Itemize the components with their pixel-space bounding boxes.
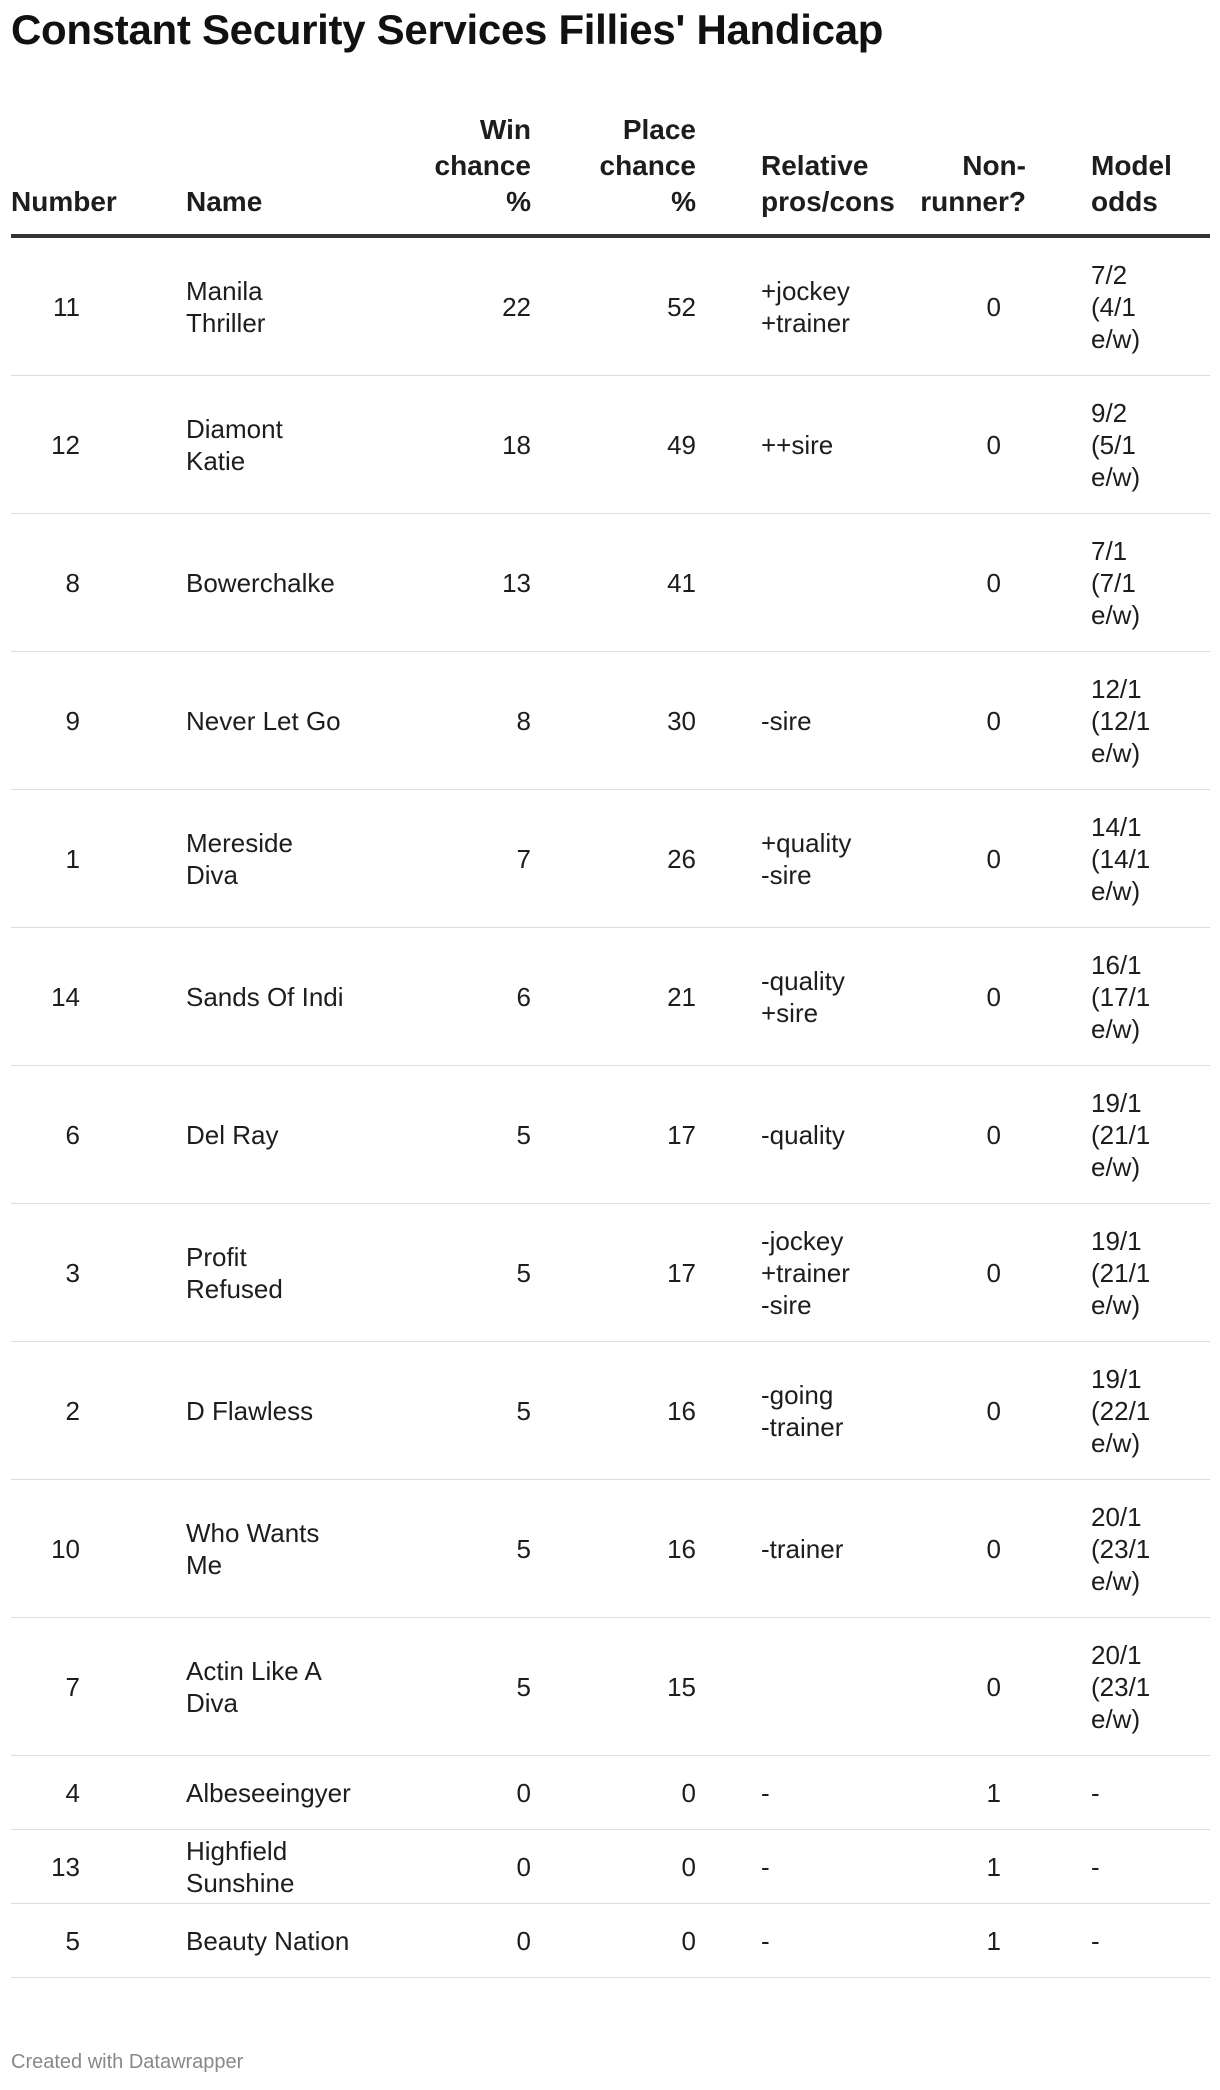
- cell-non-runner: 0: [871, 1480, 1026, 1618]
- cell-relative: [696, 790, 871, 928]
- cell-odds: [1026, 376, 1210, 514]
- cell-relative: [696, 1618, 871, 1756]
- cell-odds: [1026, 1904, 1210, 1978]
- cell-line: e/w): [1091, 1013, 1141, 1044]
- cell-line: (5/1: [1091, 429, 1136, 460]
- table-row: [11, 1904, 1210, 1978]
- cell-name: [186, 1830, 426, 1904]
- cell-relative: [696, 376, 871, 514]
- cell-name: [186, 928, 426, 1066]
- cell-line: (21/1: [1091, 1257, 1151, 1288]
- table-row: [11, 1480, 1210, 1618]
- cell-non-runner: 0: [871, 236, 1026, 376]
- cell-line: +trainer: [761, 307, 850, 338]
- cell-line: -sire: [761, 1289, 812, 1320]
- cell-non-runner: 0: [871, 514, 1026, 652]
- cell-line: e/w): [1091, 323, 1141, 354]
- cell-relative: [696, 1830, 871, 1904]
- cell-win: 0: [426, 1904, 531, 1978]
- cell-odds: [1026, 928, 1210, 1066]
- cell-line: D Flawless: [186, 1395, 314, 1426]
- cell-line: (7/1: [1091, 567, 1136, 598]
- cell-name: [186, 236, 426, 376]
- cell-line: -trainer: [761, 1533, 844, 1564]
- cell-relative: [696, 1204, 871, 1342]
- cell-line: Mereside: [186, 827, 293, 858]
- cell-place: 52: [531, 236, 696, 376]
- cell-place: 0: [531, 1904, 696, 1978]
- cell-relative: [696, 1342, 871, 1480]
- cell-line: +jockey: [761, 275, 850, 306]
- column-header-line: chance: [599, 150, 696, 181]
- column-header-non-runner: [871, 112, 1026, 236]
- cell-number: 2: [11, 1342, 186, 1480]
- cell-non-runner: 0: [871, 1618, 1026, 1756]
- column-header-line: Win: [479, 114, 531, 145]
- cell-name: [186, 514, 426, 652]
- cell-name: [186, 1756, 426, 1830]
- cell-number: 11: [11, 236, 186, 376]
- cell-name: [186, 790, 426, 928]
- cell-line: e/w): [1091, 1289, 1141, 1320]
- table-body: [11, 236, 1210, 1978]
- cell-line: Sunshine: [186, 1867, 295, 1898]
- cell-line: -: [1091, 1851, 1100, 1882]
- footer-credit: Created with Datawrapper: [11, 2051, 244, 2073]
- table-header: [11, 112, 1210, 236]
- cell-relative: [696, 1480, 871, 1618]
- table-row: [11, 1618, 1210, 1756]
- column-header-line: odds: [1091, 186, 1158, 217]
- cell-line: e/w): [1091, 1151, 1141, 1182]
- cell-win: 5: [426, 1480, 531, 1618]
- cell-relative: [696, 652, 871, 790]
- cell-place: 0: [531, 1830, 696, 1904]
- cell-relative: [696, 1066, 871, 1204]
- cell-line: -trainer: [761, 1411, 844, 1442]
- cell-line: Diva: [186, 859, 239, 890]
- cell-line: 9/2: [1091, 397, 1128, 428]
- column-header-number: [11, 112, 186, 236]
- cell-odds: [1026, 652, 1210, 790]
- cell-line: Who Wants: [186, 1517, 320, 1548]
- table-row: [11, 652, 1210, 790]
- cell-line: 7/2: [1091, 259, 1128, 290]
- cell-line: 19/1: [1091, 1363, 1142, 1394]
- cell-place: 26: [531, 790, 696, 928]
- cell-name: [186, 652, 426, 790]
- cell-win: 0: [426, 1756, 531, 1830]
- cell-line: e/w): [1091, 599, 1141, 630]
- cell-line: Profit: [186, 1241, 247, 1272]
- cell-name: [186, 1342, 426, 1480]
- cell-odds: [1026, 1066, 1210, 1204]
- cell-line: Thriller: [186, 307, 266, 338]
- cell-name: [186, 1480, 426, 1618]
- cell-non-runner: 0: [871, 928, 1026, 1066]
- column-header-line: %: [671, 186, 696, 217]
- cell-odds: [1026, 1618, 1210, 1756]
- cell-win: 5: [426, 1342, 531, 1480]
- cell-line: Diva: [186, 1687, 239, 1718]
- cell-line: Highfield: [186, 1835, 288, 1866]
- cell-number: 4: [11, 1756, 186, 1830]
- cell-line: +sire: [761, 997, 819, 1028]
- cell-non-runner: 1: [871, 1756, 1026, 1830]
- cell-line: e/w): [1091, 875, 1141, 906]
- cell-place: 16: [531, 1480, 696, 1618]
- cell-line: 20/1: [1091, 1501, 1142, 1532]
- cell-number: 6: [11, 1066, 186, 1204]
- cell-number: 13: [11, 1830, 186, 1904]
- column-header-line: Model: [1091, 150, 1172, 181]
- table-row: [11, 1830, 1210, 1904]
- cell-line: Albeseeingyer: [186, 1777, 351, 1808]
- cell-place: 41: [531, 514, 696, 652]
- cell-name: [186, 376, 426, 514]
- cell-relative: [696, 1756, 871, 1830]
- cell-win: 5: [426, 1204, 531, 1342]
- cell-odds: [1026, 514, 1210, 652]
- table-row: [11, 1342, 1210, 1480]
- cell-line: (14/1: [1091, 843, 1151, 874]
- cell-line: Beauty Nation: [186, 1925, 350, 1956]
- cell-odds: [1026, 1830, 1210, 1904]
- cell-line: -sire: [761, 859, 812, 890]
- cell-line: e/w): [1091, 737, 1141, 768]
- cell-win: 13: [426, 514, 531, 652]
- cell-non-runner: 0: [871, 1066, 1026, 1204]
- table-row: [11, 236, 1210, 376]
- cell-line: 12/1: [1091, 673, 1142, 704]
- cell-line: (12/1: [1091, 705, 1151, 736]
- cell-line: 14/1: [1091, 811, 1142, 842]
- cell-place: 49: [531, 376, 696, 514]
- cell-line: 19/1: [1091, 1087, 1142, 1118]
- cell-line: (4/1: [1091, 291, 1136, 322]
- cell-line: Manila: [186, 275, 263, 306]
- cell-line: -quality: [761, 965, 845, 996]
- cell-odds: [1026, 790, 1210, 928]
- cell-line: e/w): [1091, 1427, 1141, 1458]
- cell-line: Sands Of Indi: [186, 981, 344, 1012]
- cell-line: -: [761, 1777, 770, 1808]
- table-row: [11, 790, 1210, 928]
- cell-line: Never Let Go: [186, 705, 341, 736]
- cell-number: 7: [11, 1618, 186, 1756]
- cell-line: Del Ray: [186, 1119, 279, 1150]
- cell-line: -jockey: [761, 1225, 844, 1256]
- cell-line: (23/1: [1091, 1671, 1151, 1702]
- column-header-line: runner?: [920, 186, 1026, 217]
- cell-win: 5: [426, 1066, 531, 1204]
- column-header-name: [186, 112, 426, 236]
- table-row: [11, 514, 1210, 652]
- cell-relative: [696, 928, 871, 1066]
- cell-win: 22: [426, 236, 531, 376]
- cell-odds: [1026, 1756, 1210, 1830]
- column-header-line: Non-: [962, 150, 1026, 181]
- cell-number: 14: [11, 928, 186, 1066]
- cell-number: 5: [11, 1904, 186, 1978]
- cell-place: 16: [531, 1342, 696, 1480]
- page-title: Constant Security Services Fillies' Handicap: [11, 6, 884, 53]
- cell-line: Bowerchalke: [186, 567, 335, 598]
- cell-number: 1: [11, 790, 186, 928]
- cell-line: +quality: [761, 827, 852, 858]
- cell-line: (17/1: [1091, 981, 1151, 1012]
- cell-win: 18: [426, 376, 531, 514]
- cell-name: [186, 1618, 426, 1756]
- cell-line: -: [761, 1925, 770, 1956]
- column-header-line: Relative: [761, 150, 869, 181]
- cell-place: 0: [531, 1756, 696, 1830]
- cell-non-runner: 1: [871, 1904, 1026, 1978]
- cell-number: 8: [11, 514, 186, 652]
- cell-win: 5: [426, 1618, 531, 1756]
- cell-relative: [696, 236, 871, 376]
- cell-non-runner: 0: [871, 1342, 1026, 1480]
- column-header-line: chance: [434, 150, 531, 181]
- cell-line: (23/1: [1091, 1533, 1151, 1564]
- cell-non-runner: 0: [871, 790, 1026, 928]
- cell-line: e/w): [1091, 1565, 1141, 1596]
- cell-name: [186, 1066, 426, 1204]
- column-header-line: %: [506, 186, 531, 217]
- column-header-line: pros/cons: [761, 186, 895, 217]
- cell-line: 7/1: [1091, 535, 1128, 566]
- cell-odds: [1026, 1342, 1210, 1480]
- cell-win: 0: [426, 1830, 531, 1904]
- cell-odds: [1026, 236, 1210, 376]
- cell-place: 17: [531, 1066, 696, 1204]
- cell-line: 20/1: [1091, 1639, 1142, 1670]
- column-header-odds: [1026, 112, 1210, 236]
- cell-name: [186, 1204, 426, 1342]
- cell-relative: [696, 1904, 871, 1978]
- cell-line: Me: [186, 1549, 223, 1580]
- cell-line: -: [1091, 1925, 1100, 1956]
- cell-line: Katie: [186, 445, 246, 476]
- table-row: [11, 1204, 1210, 1342]
- runners-table: [11, 112, 1210, 1978]
- cell-line: Diamont: [186, 413, 283, 444]
- cell-relative: [696, 514, 871, 652]
- column-header-win: [426, 112, 531, 236]
- cell-odds: [1026, 1480, 1210, 1618]
- cell-non-runner: 0: [871, 1204, 1026, 1342]
- table-row: [11, 928, 1210, 1066]
- column-header-line: Number: [11, 186, 117, 217]
- table-row: [11, 1756, 1210, 1830]
- cell-win: 7: [426, 790, 531, 928]
- cell-line: e/w): [1091, 461, 1141, 492]
- cell-line: (21/1: [1091, 1119, 1151, 1150]
- cell-line: 19/1: [1091, 1225, 1142, 1256]
- cell-line: e/w): [1091, 1703, 1141, 1734]
- cell-odds: [1026, 1204, 1210, 1342]
- cell-name: [186, 1904, 426, 1978]
- cell-line: +trainer: [761, 1257, 850, 1288]
- cell-line: -going: [761, 1379, 834, 1410]
- cell-number: 10: [11, 1480, 186, 1618]
- header-row: [11, 112, 1210, 236]
- column-header-line: Name: [186, 186, 263, 217]
- cell-number: 3: [11, 1204, 186, 1342]
- cell-line: ++sire: [761, 429, 834, 460]
- cell-non-runner: 0: [871, 376, 1026, 514]
- cell-win: 8: [426, 652, 531, 790]
- cell-place: 15: [531, 1618, 696, 1756]
- cell-line: -quality: [761, 1119, 845, 1150]
- cell-number: 9: [11, 652, 186, 790]
- cell-number: 12: [11, 376, 186, 514]
- cell-win: 6: [426, 928, 531, 1066]
- cell-place: 30: [531, 652, 696, 790]
- cell-line: Actin Like A: [186, 1655, 322, 1686]
- table-row: [11, 1066, 1210, 1204]
- column-header-place: [531, 112, 696, 236]
- column-header-relative: [696, 112, 895, 236]
- cell-non-runner: 0: [871, 652, 1026, 790]
- cell-line: Refused: [186, 1273, 283, 1304]
- cell-place: 17: [531, 1204, 696, 1342]
- cell-line: 16/1: [1091, 949, 1142, 980]
- column-header-line: Place: [622, 114, 696, 145]
- cell-line: -sire: [761, 705, 812, 736]
- cell-non-runner: 1: [871, 1830, 1026, 1904]
- table-row: [11, 376, 1210, 514]
- cell-place: 21: [531, 928, 696, 1066]
- cell-line: -: [1091, 1777, 1100, 1808]
- cell-line: -: [761, 1851, 770, 1882]
- cell-line: (22/1: [1091, 1395, 1151, 1426]
